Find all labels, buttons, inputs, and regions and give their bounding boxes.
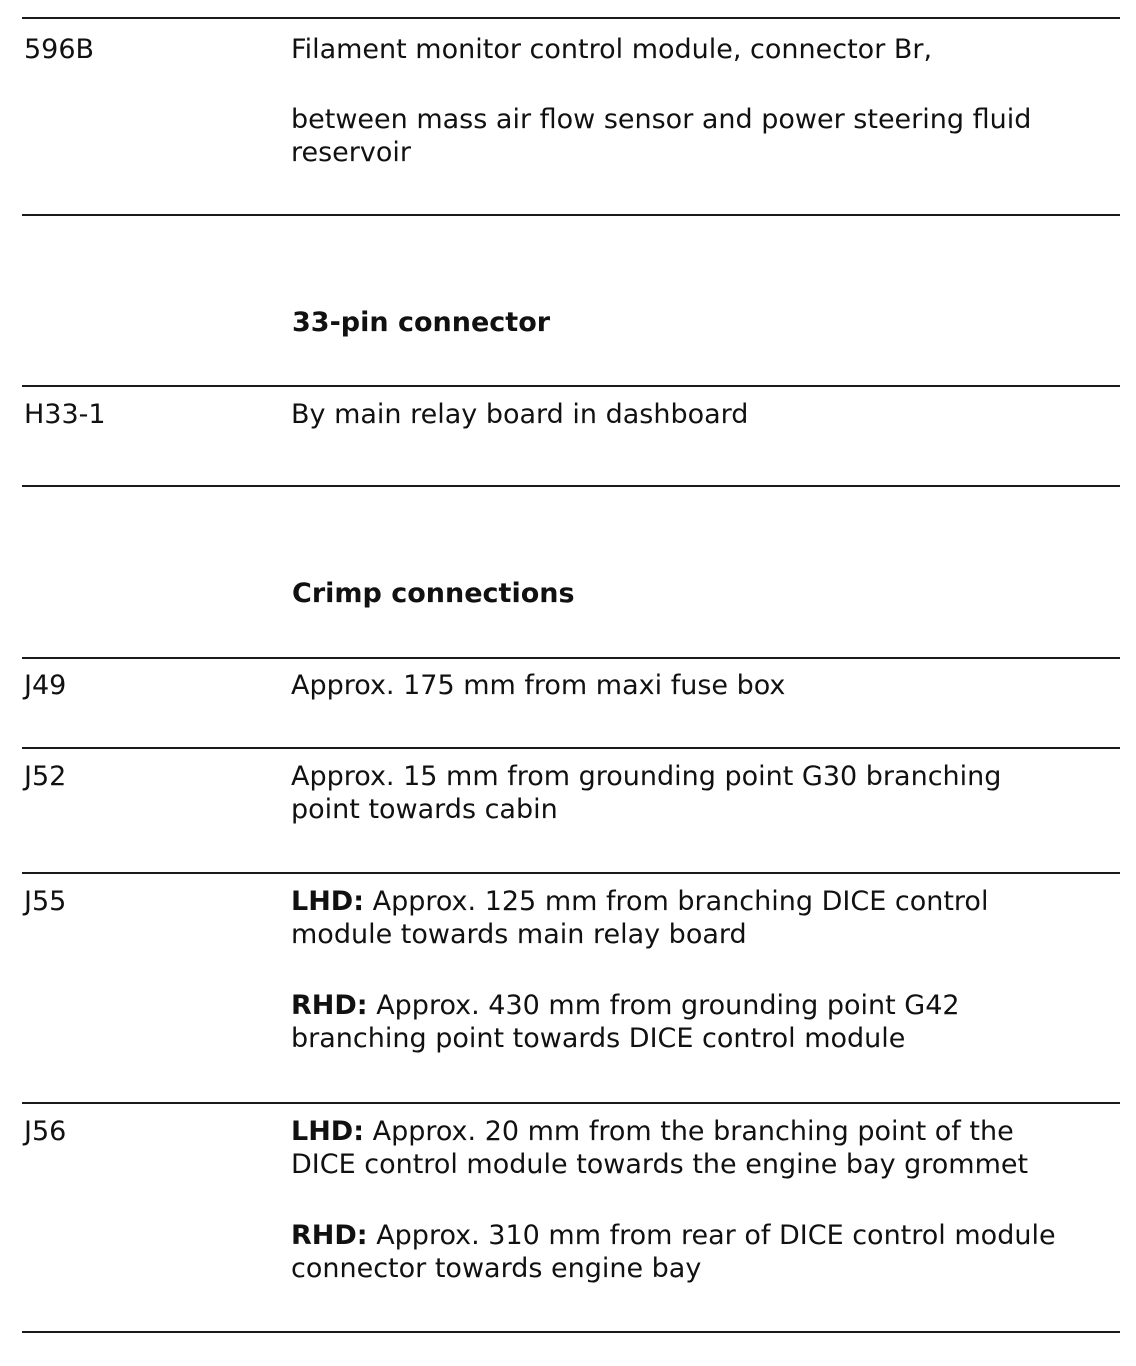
component-description [291,33,1111,169]
lhd-text: Approx. 125 mm from branching DICE control module towards main relay board [291,886,989,950]
component-description [291,398,1111,431]
row-divider [22,657,1120,659]
rhd-description [291,989,1011,1055]
component-code: 596B [24,34,95,65]
lhd-description [291,885,1051,951]
component-code: J56 [24,1116,67,1147]
row-divider [22,485,1120,487]
description-line: between mass air flow sensor and power steering fluid reservoir [291,104,1032,168]
component-description [291,1115,1081,1285]
component-description [291,760,1051,826]
row-divider [22,747,1120,749]
rhd-text: Approx. 430 mm from grounding point G42 branching point towards DICE control module [291,990,960,1054]
rhd-label: RHD: [291,990,368,1021]
component-code: J49 [24,670,67,701]
section-heading: 33-pin connector [292,307,551,338]
row-divider [22,385,1120,387]
lhd-label: LHD: [291,1116,365,1147]
section-heading: Crimp connections [292,578,575,609]
rhd-description [291,1219,1106,1285]
row-divider [22,214,1120,216]
lhd-label: LHD: [291,886,365,917]
component-code: J55 [24,886,67,917]
component-code: H33-1 [24,399,106,430]
rhd-text: Approx. 310 mm from rear of DICE control module connector towards engine bay [291,1220,1056,1284]
row-divider [22,1102,1120,1104]
description-line: Approx. 15 mm from grounding point G30 branching point towards cabin [291,761,1002,825]
description-line: Approx. 175 mm from maxi fuse box [291,670,786,701]
rhd-label: RHD: [291,1220,368,1251]
row-divider [22,1331,1120,1333]
lhd-description [291,1115,1081,1181]
row-divider [22,872,1120,874]
description-line: Filament monitor control module, connector Br, [291,34,933,65]
component-description [291,885,1051,1055]
lhd-text: Approx. 20 mm from the branching point of the DICE control module towards the engine bay grommet [291,1116,1029,1180]
component-description [291,669,1111,702]
row-divider [22,17,1120,19]
description-line: By main relay board in dashboard [291,399,749,430]
component-code: J52 [24,761,67,792]
